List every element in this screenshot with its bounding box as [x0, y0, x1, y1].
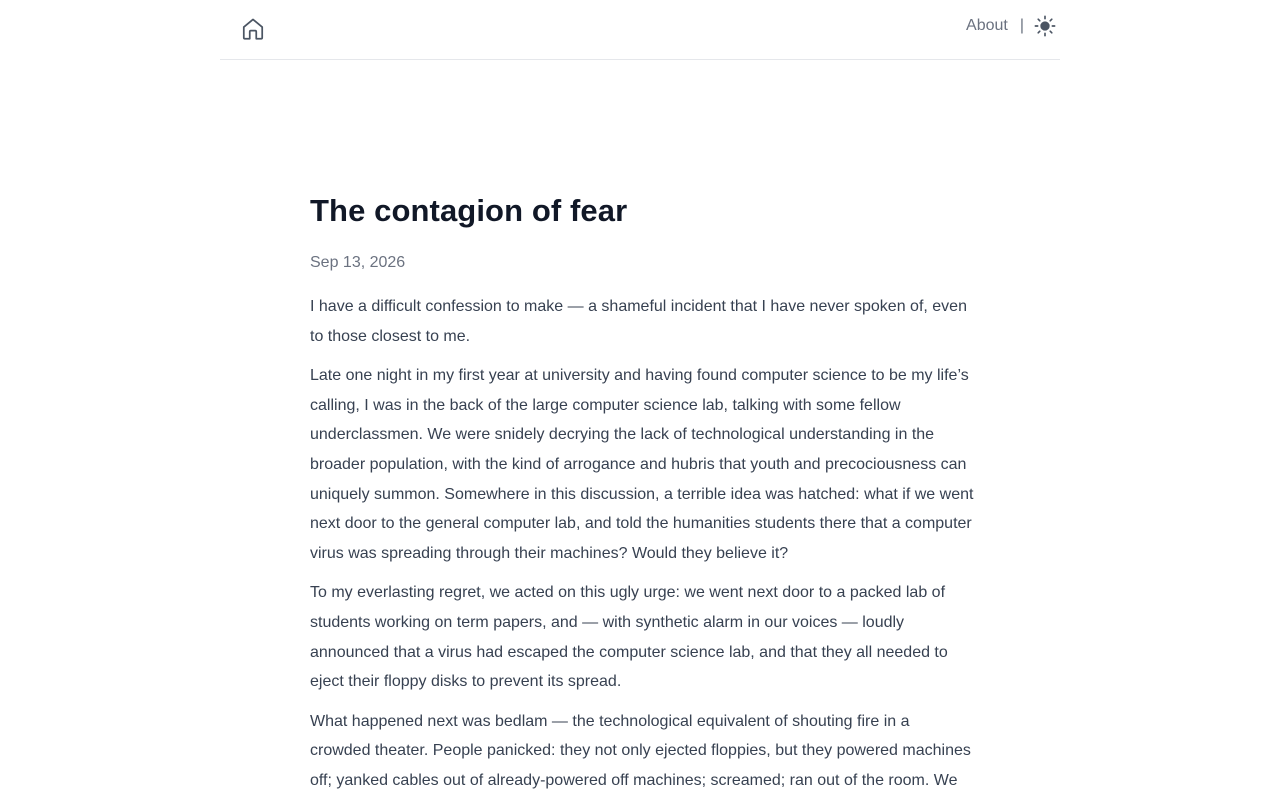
nav-about-link[interactable]: About: [966, 17, 1008, 34]
article-paragraph: I have a difficult confession to make — a shameful incident that I have never spoken of, even to those closest to me.: [310, 298, 967, 345]
article-paragraph: To my everlasting regret, we acted on this ugly urge: we went next door to a packed lab of students working on term papers, and — with synthetic alarm in our voices — loudly announced that a virus had escaped the computer science lab, and that they all needed to eject their floppy disks to prevent its spread.: [310, 584, 948, 691]
article-body: [310, 292, 974, 796]
article-title: The contagion of fear: [310, 193, 628, 228]
home-link[interactable]: [240, 16, 266, 42]
article-paragraph: Late one night in my first year at university and having found computer science to be my life’s calling, I was in the back of the large computer science lab, talking with some fellow underclassmen. We were snidely decrying the lack of technological understanding in the broader population, with the kind of arrogance and hubris that youth and precociousness can uniquely summon. Somewhere in this discussion, a terrible idea was hatched: what if we went next door to the general computer lab, and told the humanities students there that a computer virus was spreading through their machines? Would they believe it?: [310, 367, 974, 562]
top-nav: [966, 13, 1056, 39]
sun-icon: [1034, 15, 1056, 37]
article-date: Sep 13, 2026: [310, 254, 406, 271]
nav-separator: |: [1019, 17, 1024, 34]
site-header: [220, 0, 1060, 60]
home-icon: [240, 16, 266, 42]
article: [310, 186, 974, 806]
theme-toggle-button[interactable]: [1034, 15, 1056, 37]
article-paragraph: What happened next was bedlam — the technological equivalent of shouting fire in a crowded theater. People panicked: they not only ejected floppies, but they powered machines off; yanked cables out of already-powered off machines; screamed; ran out of the room. We: [310, 712, 971, 789]
